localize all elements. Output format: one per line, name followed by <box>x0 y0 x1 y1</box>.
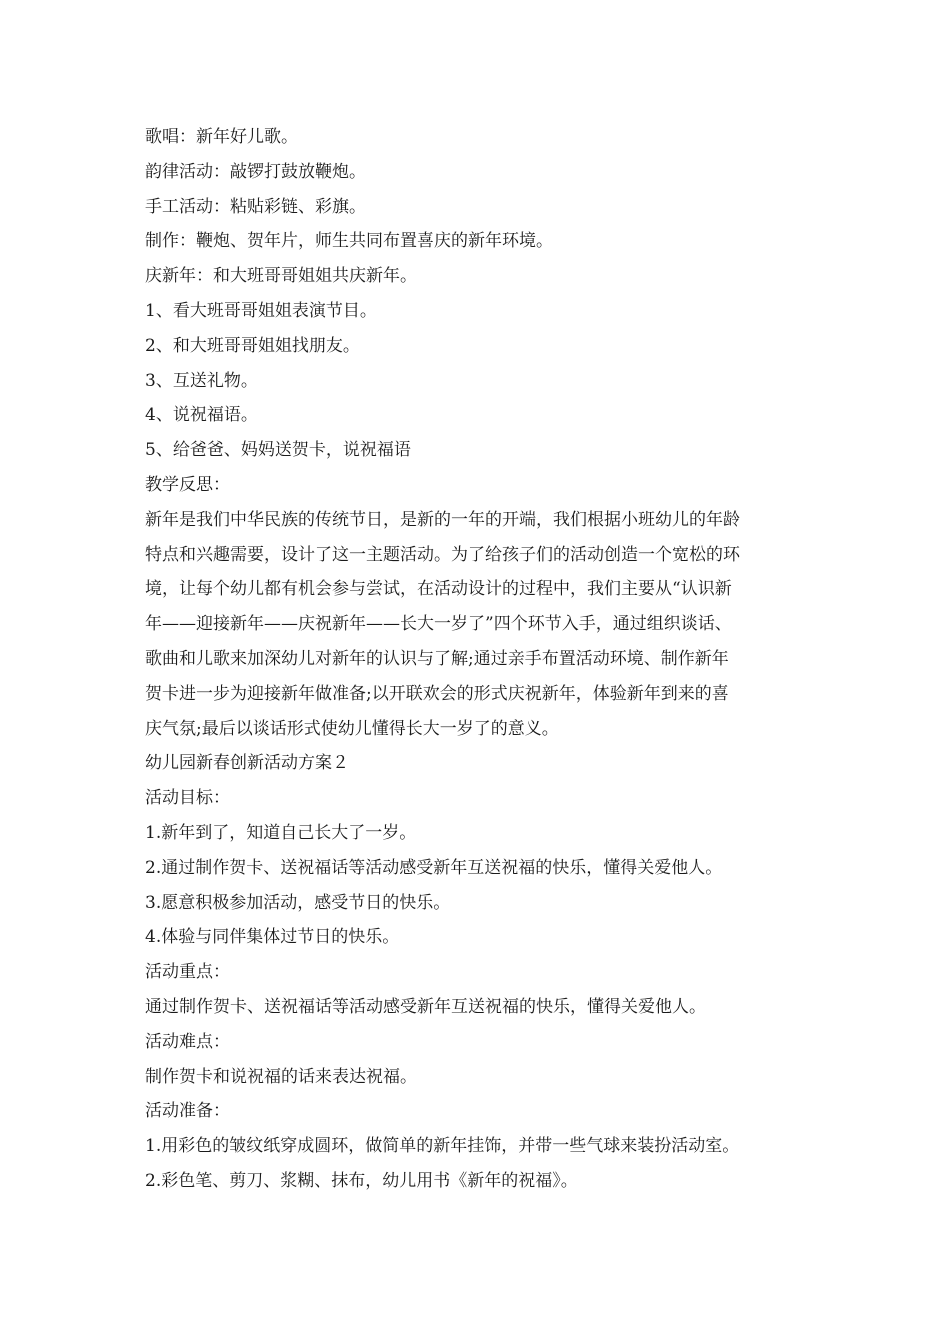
section-heading: 活动准备： <box>145 1101 230 1122</box>
text-line: 制作：鞭炮、贺年片，师生共同布置喜庆的新年环境。 <box>145 231 553 252</box>
list-item: 1.新年到了，知道自己长大了一岁。 <box>145 822 417 843</box>
list-item: 4、说祝福语。 <box>145 405 258 426</box>
section-heading: 教学反思： <box>145 474 230 495</box>
reflection-line: 贺卡进一步为迎接新年做准备;以开联欢会的形式庆祝新年，体验新年到来的喜 <box>145 683 729 704</box>
text-line: 韵律活动：敲锣打鼓放鞭炮。 <box>145 161 366 182</box>
list-item: 2、和大班哥哥姐姐找朋友。 <box>145 335 360 356</box>
text-line: 庆新年：和大班哥哥姐姐共庆新年。 <box>145 266 417 287</box>
text-line: 制作贺卡和说祝福的话来表达祝福。 <box>145 1066 417 1087</box>
list-item: 5、给爸爸、妈妈送贺卡，说祝福语 <box>145 440 411 461</box>
reflection-line: 特点和兴趣需要，设计了这一主题活动。为了给孩子们的活动创造一个宽松的环 <box>145 544 740 565</box>
list-item: 1、看大班哥哥姐姐表演节目。 <box>145 300 377 321</box>
reflection-line: 庆气氛;最后以谈话形式使幼儿懂得长大一岁了的意义。 <box>145 718 559 739</box>
list-item: 3、互送礼物。 <box>145 370 258 391</box>
reflection-line: 境，让每个幼儿都有机会参与尝试，在活动设计的过程中，我们主要从“认识新 <box>145 579 732 600</box>
document-page <box>145 120 810 1199</box>
list-item: 2.通过制作贺卡、送祝福话等活动感受新年互送祝福的快乐，懂得关爱他人。 <box>145 857 723 878</box>
section-heading: 活动难点： <box>145 1031 230 1052</box>
text-line: 手工活动：粘贴彩链、彩旗。 <box>145 196 366 217</box>
list-item: 3.愿意积极参加活动，感受节日的快乐。 <box>145 892 451 913</box>
reflection-line: 新年是我们中华民族的传统节日，是新的一年的开端，我们根据小班幼儿的年龄 <box>145 509 740 530</box>
reflection-line: 年——迎接新年——庆祝新年——长大一岁了”四个环节入手，通过组织谈话、 <box>145 614 732 635</box>
section-heading: 活动重点： <box>145 962 230 983</box>
text-line: 歌唱：新年好儿歌。 <box>145 127 298 147</box>
document-title: 幼儿园新春创新活动方案２ <box>145 753 349 774</box>
list-item: 2.彩色笔、剪刀、浆糊、抹布，幼儿用书《新年的祝福》。 <box>145 1170 578 1191</box>
reflection-line: 歌曲和儿歌来加深幼儿对新年的认识与了解;通过亲手布置活动环境、制作新年 <box>145 648 729 669</box>
list-item: 1.用彩色的皱纹纸穿成圆环，做简单的新年挂饰，并带一些气球来装扮活动室。 <box>145 1136 740 1157</box>
text-line: 通过制作贺卡、送祝福话等活动感受新年互送祝福的快乐，懂得关爱他人。 <box>145 996 706 1017</box>
list-item: 4.体验与同伴集体过节日的快乐。 <box>145 927 400 948</box>
section-heading: 活动目标： <box>145 788 230 809</box>
